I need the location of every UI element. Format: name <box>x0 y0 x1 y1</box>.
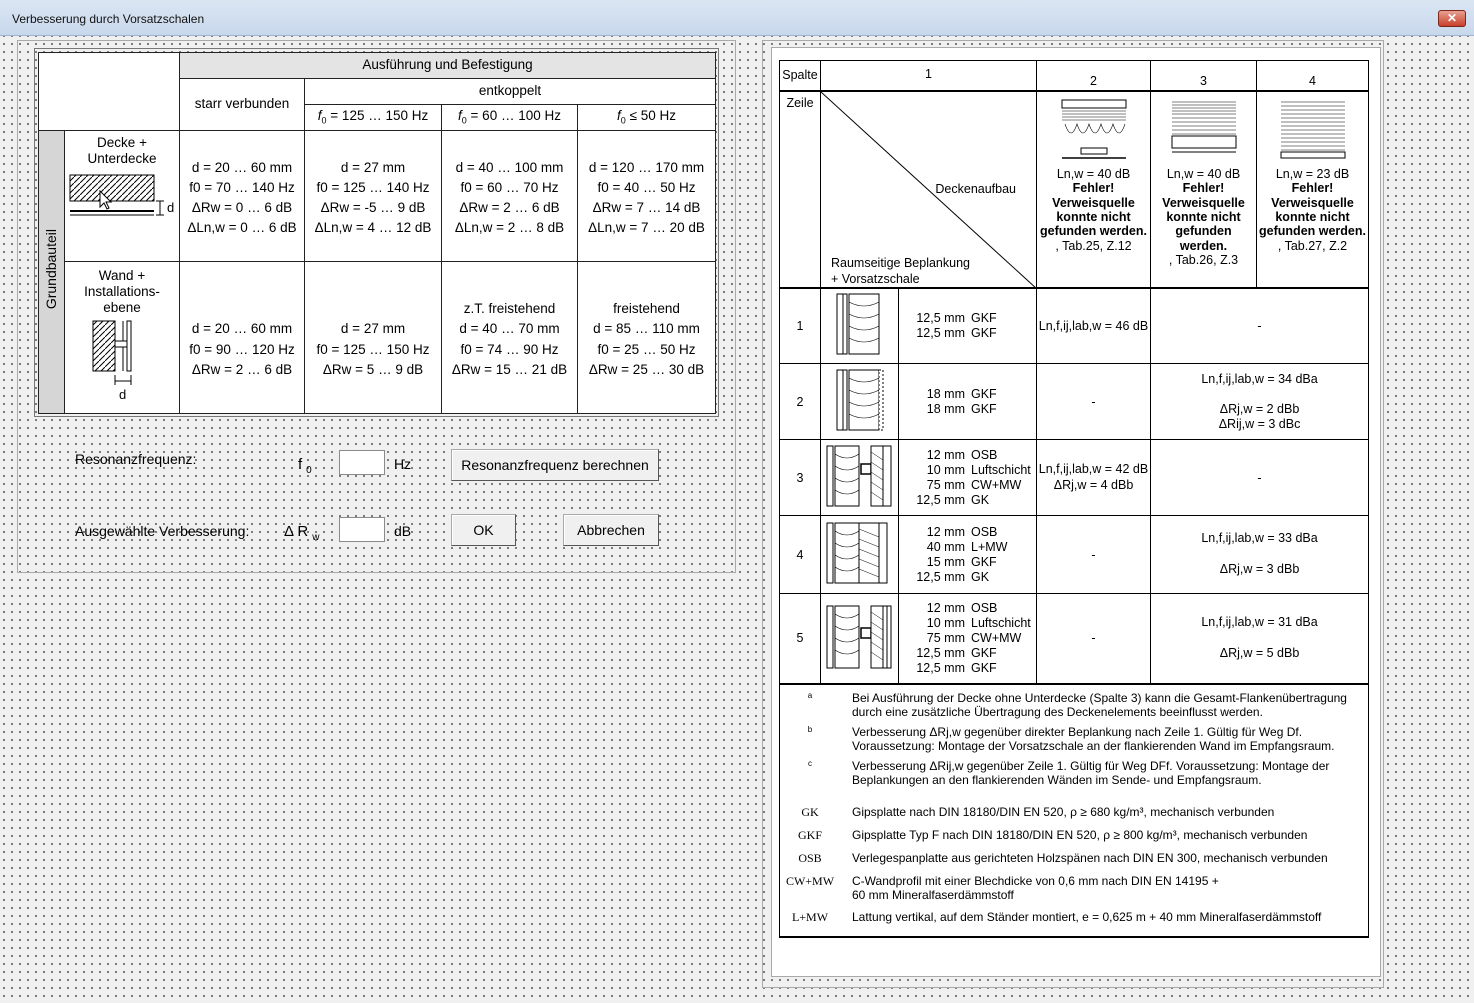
wall-gkf-thick-icon <box>835 368 885 432</box>
row-1-layers: 12,5 mm GKF 12,5 mm GKF <box>899 288 1037 364</box>
cancel-button[interactable]: Abbrechen <box>563 514 659 546</box>
row-3-layers: 12 mm OSB 10 mm Luftschicht 75 mm CW+MW 12,5 mm GK <box>899 440 1037 516</box>
selected-improvement-label: Ausgewählte Verbesserung: <box>75 523 250 539</box>
calculate-resonance-button[interactable]: Resonanzfrequenz berechnen <box>451 449 659 481</box>
corner-cell <box>39 53 180 131</box>
wall-osb-lmw-icon <box>825 521 895 585</box>
header-ausfuehrung: Ausführung und Befestigung <box>180 53 716 79</box>
cell-wand-50: freistehend d = 85 … 110 mm f0 = 25 … 50 Hz ΔRw = 25 … 30 dB <box>578 262 716 414</box>
raumseitige-label: Raumseitige Beplankung <box>831 255 970 270</box>
improvement-overview-table <box>38 52 716 414</box>
f0-symbol: f $_0$ <box>298 456 312 476</box>
header-entkoppelt: entkoppelt <box>305 79 716 105</box>
ceiling-layers-icon <box>1171 98 1237 164</box>
row-2-wall-icon <box>821 364 899 440</box>
ceiling-heavy-icon <box>1280 98 1346 164</box>
row-4-wall-icon <box>821 516 899 594</box>
row-3-number: 3 <box>780 440 821 516</box>
flanking-transmission-table <box>779 60 1369 938</box>
ceiling-construction-icon <box>1061 98 1127 164</box>
row-2-number: 2 <box>780 364 821 440</box>
row-5-layers: 12 mm OSB 10 mm Luftschicht 75 mm CW+MW 12,5 mm GKF 12,5 mm GKF <box>899 594 1037 684</box>
resonance-input[interactable] <box>339 450 385 475</box>
cell-decke-50: d = 120 … 170 mm f0 = 40 … 50 Hz ΔRw = 7 … 14 dB ΔLn,w = 7 … 20 dB <box>578 131 716 262</box>
header-sub-2: $f_0 = 60$ … 100 Hz <box>442 105 578 131</box>
cell-decke-125: d = 27 mm f0 = 125 … 140 Hz ΔRw = -5 … 9 dB ΔLn,w = 4 … 12 dB <box>305 131 442 262</box>
row-4-number: 4 <box>780 516 821 594</box>
col-4-header: 4 <box>1257 61 1369 91</box>
wall-osb-cw-icon <box>825 444 895 508</box>
svg-text:d: d <box>119 386 127 402</box>
col-3-header: 3 <box>1151 61 1257 91</box>
cell-wand-125: d = 27 mm f0 = 125 … 150 Hz ΔRw = 5 … 9 dB <box>305 262 442 414</box>
window-title: Verbesserung durch Vorsatzschalen <box>12 12 205 26</box>
svg-text:d: d <box>167 200 175 216</box>
row-2-col-34: Ln,f,ij,lab,w = 34 dBa ΔRj,w = 2 dBb ΔRij,w = 3 dBc <box>1151 364 1369 440</box>
row-5-col-2: - <box>1037 594 1151 684</box>
col-1-header: 1 <box>821 61 1037 91</box>
db-unit: dB <box>394 523 412 539</box>
col-3-construction: Ln,w = 40 dB Fehler! Verweisquelle konnte nicht gefunden werden. , Tab.26, Z.3 <box>1151 91 1257 288</box>
row-5-wall-icon <box>821 594 899 684</box>
title-bar <box>0 0 1474 36</box>
cell-decke-starr: d = 20 … 60 mm f0 = 70 … 140 Hz ΔRw = 0 … 6 dB ΔLn,w = 0 … 6 dB <box>180 131 305 262</box>
vorsatz-label: + Vorsatzschale <box>831 271 920 286</box>
deckenaufbau-label: Deckenaufbau <box>935 181 1017 196</box>
row-wand-label: Wand + Installations- ebene d <box>65 262 180 414</box>
delta-rw-symbol: Δ R $_w$ <box>284 523 320 543</box>
row-5-col-34: Ln,f,ij,lab,w = 31 dBa ΔRj,w = 5 dBb <box>1151 594 1369 684</box>
resonance-label: Resonanzfrequenz: <box>75 451 197 467</box>
selected-improvement-input[interactable] <box>339 517 385 542</box>
hz-unit: Hz <box>394 456 412 472</box>
row-4-col-2: - <box>1037 516 1151 594</box>
wall-gkf-icon <box>835 292 885 356</box>
header-sub-3: $f_0 \le 50$ Hz <box>578 105 716 131</box>
row-decke-label: Decke + Unterdecke d <box>65 131 180 262</box>
row-3-col-2: Ln,f,ij,lab,w = 42 dB ΔRj,w = 4 dBb <box>1037 440 1151 516</box>
close-button[interactable]: ✕ <box>1438 10 1466 27</box>
ceiling-diagram <box>68 171 176 227</box>
cell-wand-60: z.T. freistehend d = 40 … 70 mm f0 = 74 … 90 Hz ΔRw = 15 … 21 dB <box>442 262 578 414</box>
wall-diagram <box>87 319 157 403</box>
row-4-layers: 12 mm OSB 40 mm L+MW 15 mm GKF 12,5 mm GK <box>899 516 1037 594</box>
cell-decke-60: d = 40 … 100 mm f0 = 60 … 70 Hz ΔRw = 2 … 6 dB ΔLn,w = 2 … 8 dB <box>442 131 578 262</box>
row-3-col-34: - <box>1151 440 1369 516</box>
ok-button[interactable]: OK <box>451 514 516 546</box>
diagonal-header-cell <box>821 91 1037 288</box>
row-2-col-2: - <box>1037 364 1151 440</box>
wall-osb-gkf-icon <box>825 604 895 670</box>
row-1-col-2: Ln,f,ij,lab,w = 46 dB <box>1037 288 1151 364</box>
cell-wand-starr: d = 20 … 60 mm f0 = 90 … 120 Hz ΔRw = 2 … 6 dB <box>180 262 305 414</box>
grundbauteil-label: Grundbauteil <box>39 131 65 414</box>
col-2-header: 2 <box>1037 61 1151 91</box>
header-starr: starr verbunden <box>180 79 305 131</box>
row-1-wall-icon <box>821 288 899 364</box>
row-3-wall-icon <box>821 440 899 516</box>
row-1-number: 1 <box>780 288 821 364</box>
spalte-label: Spalte <box>780 61 821 91</box>
col-2-construction: Ln,w = 40 dB Fehler! Verweisquelle konnte nicht gefunden werden. , Tab.25, Z.12 <box>1037 91 1151 288</box>
zeile-label: Zeile <box>780 91 821 288</box>
row-4-col-34: Ln,f,ij,lab,w = 33 dBa ΔRj,w = 3 dBb <box>1151 516 1369 594</box>
col-4-construction: Ln,w = 23 dB Fehler! Verweisquelle konnte nicht gefunden werden. , Tab.27, Z.2 <box>1257 91 1369 288</box>
header-sub-1: $f_0 = 125$ … 150 Hz <box>305 105 442 131</box>
row-5-number: 5 <box>780 594 821 684</box>
row-1-col-34: - <box>1151 288 1369 364</box>
legend-cell: a Bei Ausführung der Decke ohne Unterdecke (Spalte 3) kann die Gesamt-Flankenübertragung durch eine zusätzliche Übertragung des Deckenelements beeinflusst werden. b Verbesserung ΔRj,w gegenüber direkter Beplankung nach Zeile 1. Gültig für Weg Df. Voraussetzung: Montage der Vorsatzschale an der flankierenden Wand im Empfangsraum. c Verbesserung ΔRij,w gegenüber Zeile 1. Gültig für Weg DFf. Voraussetzung: Montage der Beplankungen an den flankierenden Wänden im Sende- und Empfangsraum. GK Gipsplatte nach DIN 18180/DIN EN 520, ρ ≥ 680 kg/m³, mechanisch verbunden GKF Gipsplatte Typ F nach DIN 18180/DIN EN 520, ρ ≥ 800 kg/m³, mechanisch verbunden OSB Verlegespanplatte aus gerichteten Holzspänen nach DIN EN 300, mechanisch verbunden CW+MW C-Wandprofil mit einer Blechdicke von 0,6 mm nach DIN EN 14195 + 60 mm Mineralfaserdämmstoff L+MW Lattung vertikal, auf dem Ständer montiert, e = 0,625 m + 40 mm Mineralfaserdämmstoff <box>780 684 1369 937</box>
row-2-layers: 18 mm GKF 18 mm GKF <box>899 364 1037 440</box>
